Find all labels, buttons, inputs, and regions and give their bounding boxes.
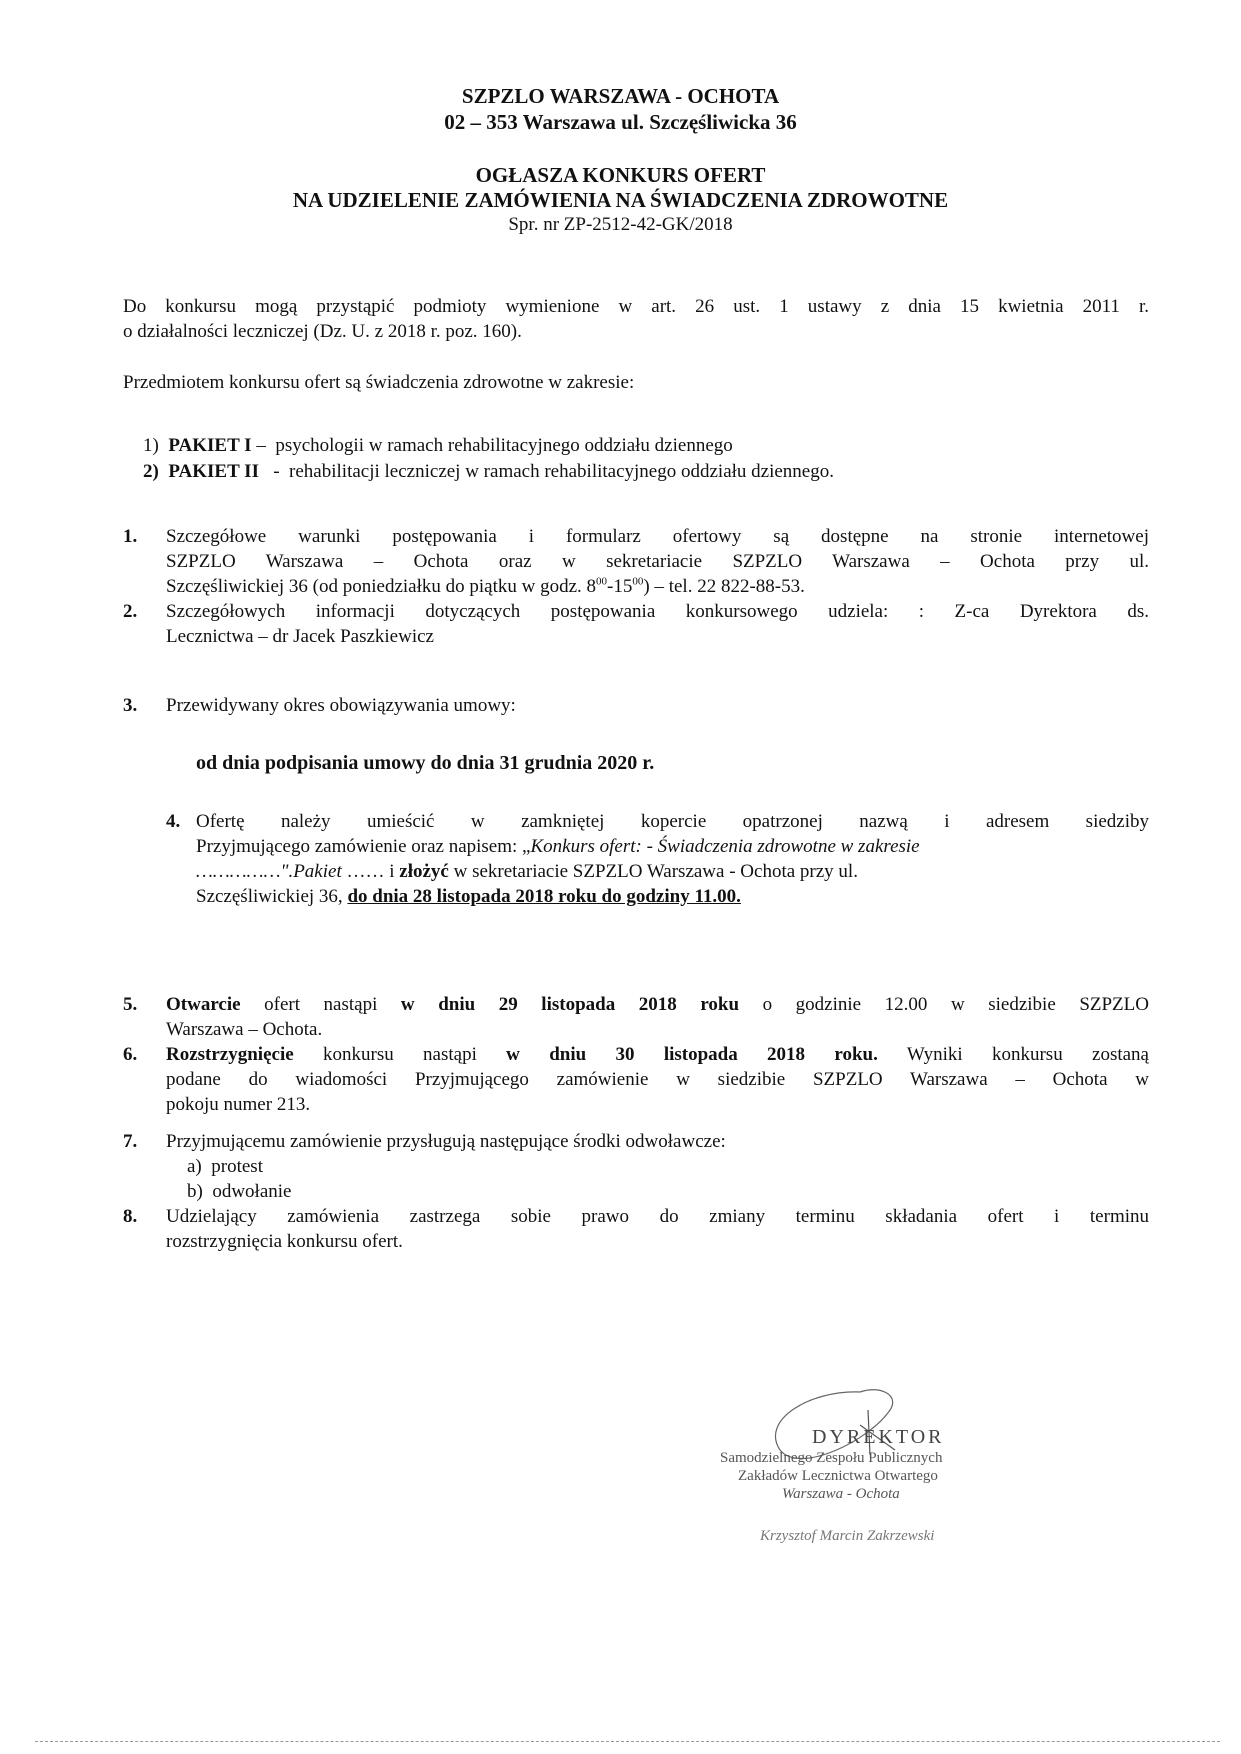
item-6-text: Wyniki konkursu zostaną <box>877 1044 1149 1065</box>
item-4-bold: złożyć <box>399 861 449 882</box>
item-5-text: o godzinie 12.00 w siedzibie SZPZLO <box>739 994 1149 1015</box>
item-6-line-2: podane do wiadomości Przyjmującego zamówienie w siedzibie SZPZLO Warszawa – Ochota w <box>166 1069 1149 1090</box>
item-4-text: …… i <box>341 861 400 882</box>
item-number: 6. <box>123 1044 138 1065</box>
item-1-line-3 <box>166 576 805 598</box>
item-number: 4. <box>166 811 181 832</box>
stamp-line-3: Warszawa - Ochota <box>782 1486 900 1502</box>
item-number: 8. <box>123 1206 138 1227</box>
org-name: SZPZLO WARSZAWA - OCHOTA <box>461 84 780 108</box>
item-6-line-1 <box>166 1044 1149 1066</box>
stamp-line-2: Zakładów Lecznictwa Otwartego <box>738 1468 938 1484</box>
appeal-option-text: protest <box>211 1156 263 1177</box>
item-number: 3. <box>123 695 138 716</box>
opening-label: Otwarcie <box>166 994 241 1015</box>
item-1-line-1: Szczegółowe warunki postępowania i formularz ofertowy są dostępne na stronie internetowej <box>166 526 1149 547</box>
item-2-line-1: Szczegółowych informacji dotyczących postępowania konkursowego udziela: : Z-ca Dyrektora ds. <box>166 601 1149 622</box>
item-3-line-1: Przewidywany okres obowiązywania umowy: <box>166 695 516 716</box>
announcement-title: OGŁASZA KONKURS OFERT <box>475 163 766 187</box>
item-number: 5. <box>123 994 138 1015</box>
appeal-option-letter: b) <box>187 1181 203 1202</box>
stamp-line-1: Samodzielnego Zespołu Publicznych <box>720 1450 943 1466</box>
item-4-line-4 <box>196 886 741 908</box>
package-item <box>143 461 834 483</box>
item-4-line-3 <box>196 861 1149 883</box>
item-number: 2. <box>123 601 138 622</box>
stamp-title: DYREKTOR <box>812 1426 945 1448</box>
package-separator: - <box>273 461 280 482</box>
package-description: psychologii w ramach rehabilitacyjnego oddziału dziennego <box>275 435 733 456</box>
subject-line: Przedmiotem konkursu ofert są świadczenia zdrowotne w zakresie: <box>123 372 635 393</box>
hour-superscript: 00 <box>632 575 644 588</box>
item-6-text: konkursu nastąpi <box>293 1044 507 1065</box>
package-item <box>143 435 733 457</box>
item-5-text: ofert nastąpi <box>240 994 401 1015</box>
item-6-line-3: pokoju numer 213. <box>166 1094 311 1115</box>
item-number: 1. <box>123 526 138 547</box>
package-name: PAKIET I <box>168 435 252 456</box>
office-hours-text: -15 <box>607 576 633 597</box>
item-number: 7. <box>123 1131 138 1152</box>
item-5-line-1 <box>166 994 1149 1016</box>
item-8-line-2: rozstrzygnięcia konkursu ofert. <box>166 1231 403 1252</box>
announcement-subtitle: NA UDZIELENIE ZAMÓWIENIA NA ŚWIADCZENIA ZDROWOTNE <box>292 188 949 212</box>
office-hours-text: Szczęśliwickiej 36 (od poniedziałku do piątku w godz. 8 <box>166 576 597 597</box>
package-description: rehabilitacji leczniczej w ramach rehabilitacyjnego oddziału dziennego. <box>289 461 834 482</box>
package-separator: – <box>256 435 266 456</box>
item-5-line-2: Warszawa – Ochota. <box>166 1019 323 1040</box>
item-4-line-1: Ofertę należy umieścić w zamkniętej kopercie opatrzonej nazwą i adresem siedziby <box>196 811 1149 832</box>
item-8-line-1: Udzielający zamówienia zastrzega sobie prawo do zmiany terminu składania ofert i terminu <box>166 1206 1149 1227</box>
envelope-label-italic: Konkurs ofert: - Świadczenia zdrowotne w zakresie <box>530 836 920 857</box>
item-2-line-2: Lecznictwa – dr Jacek Paszkiewicz <box>166 626 434 647</box>
item-4-line-2 <box>196 836 1149 858</box>
item-4-text: Szczęśliwickiej 36, <box>196 886 348 907</box>
appeal-option <box>187 1156 263 1178</box>
item-4-text: w sekretariacie SZPZLO Warszawa - Ochota przy ul. <box>448 861 858 882</box>
intro-line-1: Do konkursu mogą przystąpić podmioty wymienione w art. 26 ust. 1 ustawy z dnia 15 kwietnia 2011 r. <box>123 296 1149 317</box>
appeal-option-letter: a) <box>187 1156 202 1177</box>
opening-date: w dniu 29 listopada 2018 roku <box>400 994 740 1015</box>
package-number: 1) <box>143 435 159 456</box>
envelope-label-text: Przyjmującego zamówienie oraz napisem: „ <box>196 836 531 857</box>
director-name: Krzysztof Marcin Zakrzewski <box>760 1528 935 1544</box>
package-number: 2) <box>143 461 159 482</box>
signature-stamp <box>720 1380 1060 1550</box>
package-placeholder: ……………".Pakiet <box>196 861 342 882</box>
org-address: 02 – 353 Warszawa ul. Szczęśliwicka 36 <box>444 110 797 134</box>
hour-superscript: 00 <box>596 575 608 588</box>
submission-deadline: do dnia 28 listopada 2018 roku do godziny 11.00. <box>347 886 741 907</box>
package-name: PAKIET II <box>168 461 259 482</box>
appeal-option <box>187 1181 291 1203</box>
item-7-line-1: Przyjmującemu zamówienie przysługują następujące środki odwoławcze: <box>166 1131 726 1152</box>
item-1-line-2: SZPZLO Warszawa – Ochota oraz w sekretariacie SZPZLO Warszawa – Ochota przy ul. <box>166 551 1149 572</box>
phone-text: ) – tel. 22 822-88-53. <box>643 576 805 597</box>
resolution-label: Rozstrzygnięcie <box>166 1044 294 1065</box>
contract-period: od dnia podpisania umowy do dnia 31 grudnia 2020 r. <box>196 752 655 774</box>
case-number: Spr. nr ZP-2512-42-GK/2018 <box>508 214 733 235</box>
footer-divider <box>35 1741 1220 1742</box>
appeal-option-text: odwołanie <box>212 1181 292 1202</box>
resolution-date: w dniu 30 listopada 2018 roku. <box>506 1044 878 1065</box>
intro-line-2: o działalności leczniczej (Dz. U. z 2018 r. poz. 160). <box>123 321 522 342</box>
